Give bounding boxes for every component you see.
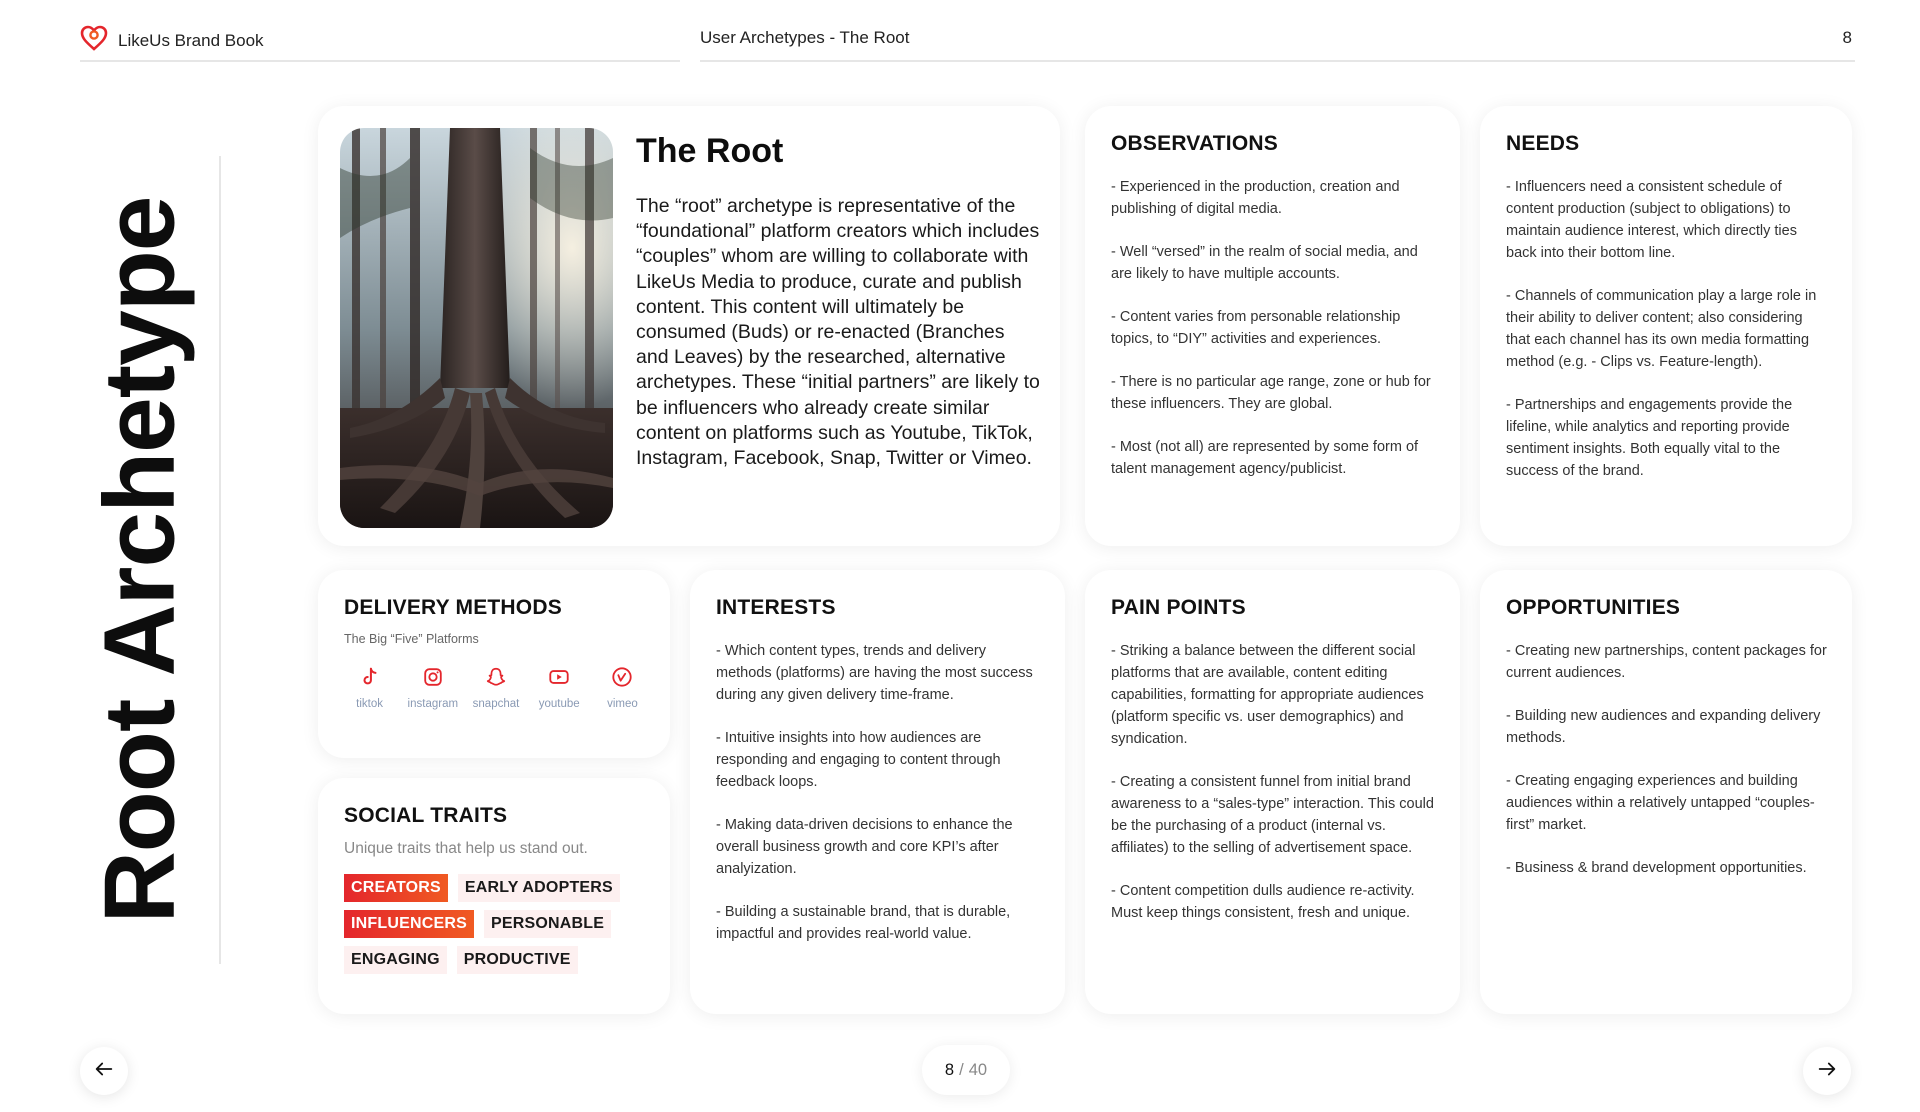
- tiktok-icon: [357, 664, 383, 690]
- list-item: - Intuitive insights into how audiences are responding and engaging to content through feedback loops.: [716, 730, 1001, 790]
- platform-instagram[interactable]: [407, 664, 458, 710]
- total-pages: 40: [968, 1060, 988, 1079]
- header-divider-right: [700, 60, 1855, 62]
- root-description: The “root” archetype is representative of the “foundational” platform creators which includes “couples” whom are willing to collaborate with LikeUs Media to produce, curate and publish content. This content will ultimately be consumed (Buds) or re-enacted (Branches and Leaves) by the researched, alternative archetypes. These “initial partners” are likely to be influencers who already create similar content on platforms such as Youtube, TikTok, Instagram, Facebook, Snap, Twitter or Vimeo.: [636, 195, 1040, 470]
- list-item: - Content competition dulls audience re-activity. Must keep things consistent, fresh and unique.: [1111, 883, 1415, 921]
- platform-label: instagram: [407, 698, 459, 710]
- platform-youtube[interactable]: [534, 664, 585, 710]
- instagram-icon: [420, 664, 446, 690]
- top-header: [0, 0, 1920, 64]
- social-subtitle: Unique traits that help us stand out.: [344, 840, 588, 857]
- list-item: - Partnerships and engagements provide the lifeline, while analytics and reporting provide sentiment insights. Both equally vital to the success of the brand.: [1506, 397, 1793, 479]
- side-title: Root Archetype: [83, 196, 196, 924]
- platform-snapchat[interactable]: [470, 664, 521, 710]
- social-title: SOCIAL TRAITS: [344, 804, 508, 827]
- list-item: - Creating engaging experiences and building audiences within a relatively untapped “couples-first” market.: [1506, 773, 1815, 833]
- list-item: - Creating new partnerships, content packages for current audiences.: [1506, 643, 1827, 681]
- platform-label: snapchat: [472, 698, 520, 710]
- opportunities-list: [1506, 640, 1830, 879]
- platform-label: vimeo: [607, 698, 638, 710]
- list-item: - Building a sustainable brand, that is durable, impactful and provides real-world value.: [716, 904, 1011, 942]
- list-item: - Channels of communication play a large role in their ability to deliver content; also considering that each channel has its own media formatting method (e.g. - Clips vs. Feature-length).: [1506, 288, 1817, 370]
- platform-list: [344, 664, 648, 710]
- list-item: - Building new audiences and expanding delivery methods.: [1506, 708, 1821, 746]
- forest-tree-image: [340, 128, 613, 528]
- current-page: 8: [944, 1060, 955, 1079]
- social-traits-card: [318, 778, 670, 1014]
- arrow-left-icon: [93, 1058, 115, 1085]
- needs-card: [1480, 106, 1852, 546]
- list-item: - There is no particular age range, zone or hub for these influencers. They are global.: [1111, 374, 1431, 412]
- vimeo-icon: [609, 664, 635, 690]
- list-item: - Business & brand development opportunities.: [1506, 860, 1807, 876]
- interests-list: [716, 640, 1043, 945]
- pain-points-card: [1085, 570, 1460, 1014]
- list-item: - Creating a consistent funnel from initial brand awareness to a “sales-type” interaction. This could be the purchasing of a product (internal vs. affiliates) to the selling of advertisement space.: [1111, 774, 1434, 856]
- header-page-number: 8: [1842, 28, 1852, 47]
- header-divider-left: [80, 60, 680, 62]
- side-title-area: [60, 196, 210, 924]
- platform-tiktok[interactable]: [344, 664, 395, 710]
- root-card: [318, 106, 1060, 546]
- platform-vimeo[interactable]: [597, 664, 648, 710]
- needs-title: NEEDS: [1506, 132, 1580, 155]
- previous-page-button[interactable]: [80, 1047, 128, 1095]
- interests-card: [690, 570, 1065, 1014]
- snapchat-icon: [483, 664, 509, 690]
- list-item: - Influencers need a consistent schedule of content production (subject to obligations) to maintain audience interest, which directly ties back into their bottom line.: [1506, 179, 1797, 261]
- trait-tag: ENGAGING: [344, 946, 447, 974]
- pain-points-list: [1111, 640, 1438, 924]
- observations-list: [1111, 176, 1438, 480]
- list-item: - Making data-driven decisions to enhance the overall business growth and core KPI’s after analyization.: [716, 817, 1013, 877]
- root-title: The Root: [636, 132, 784, 170]
- platform-label: youtube: [538, 698, 580, 710]
- next-page-button[interactable]: [1803, 1047, 1851, 1095]
- list-item: - Content varies from personable relationship topics, to “DIY” activities and experiences.: [1111, 309, 1401, 347]
- likeus-logo-icon: [80, 24, 108, 57]
- pain-points-title: PAIN POINTS: [1111, 596, 1246, 619]
- observations-card: [1085, 106, 1460, 546]
- side-divider: [219, 156, 221, 964]
- brand-name: LikeUs Brand Book: [118, 30, 264, 50]
- delivery-title: DELIVERY METHODS: [344, 596, 562, 619]
- brand[interactable]: [80, 24, 264, 57]
- delivery-methods-card: [318, 570, 670, 758]
- trait-tag: CREATORS: [344, 874, 448, 902]
- section-title: User Archetypes - The Root: [700, 28, 910, 47]
- platform-label: tiktok: [356, 698, 384, 710]
- list-item: - Well “versed” in the realm of social media, and are likely to have multiple accounts.: [1111, 244, 1418, 282]
- trait-tag: INFLUENCERS: [344, 910, 474, 938]
- opportunities-title: OPPORTUNITIES: [1506, 596, 1681, 619]
- observations-title: OBSERVATIONS: [1111, 132, 1278, 155]
- trait-tags: [344, 874, 634, 974]
- list-item: - Striking a balance between the different social platforms that are available, content editing capabilities, formatting for appropriate audiences (platform specific vs. user demographics) and syndication.: [1111, 643, 1424, 747]
- trait-tag: EARLY ADOPTERS: [458, 874, 620, 902]
- arrow-right-icon: [1816, 1058, 1838, 1085]
- list-item: - Which content types, trends and delivery methods (platforms) are having the most success during any given delivery time-frame.: [716, 643, 1033, 703]
- trait-tag: PERSONABLE: [484, 910, 611, 938]
- trait-tag: PRODUCTIVE: [457, 946, 578, 974]
- needs-list: [1506, 176, 1830, 482]
- interests-title: INTERESTS: [716, 596, 836, 619]
- list-item: - Experienced in the production, creation and publishing of digital media.: [1111, 179, 1400, 217]
- opportunities-card: [1480, 570, 1852, 1014]
- list-item: - Most (not all) are represented by some form of talent management agency/publicist.: [1111, 439, 1419, 477]
- page-separator: /: [959, 1060, 964, 1079]
- delivery-subtitle: The Big “Five” Platforms: [344, 632, 479, 646]
- youtube-icon: [546, 664, 572, 690]
- page-indicator: [922, 1045, 1010, 1095]
